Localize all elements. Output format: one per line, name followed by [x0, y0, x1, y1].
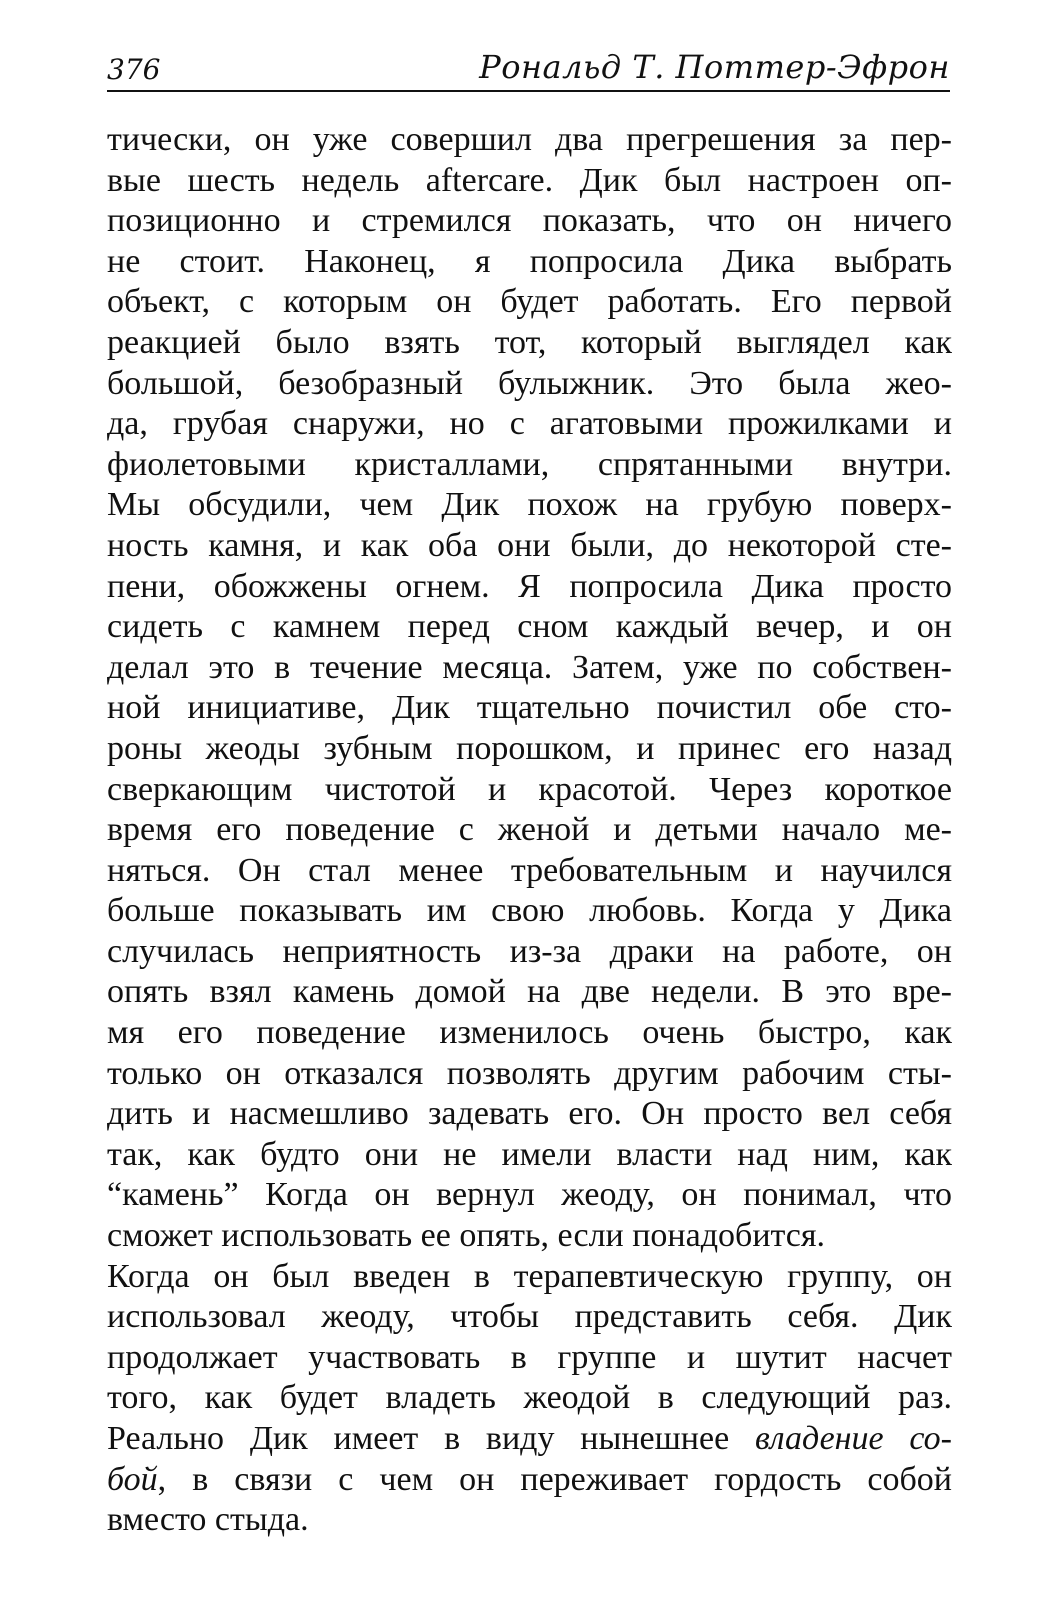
- text-line: того, как будет владеть жеодой в следующий раз.: [107, 1379, 952, 1417]
- running-title: Рональд Т. Поттер-Эфрон: [479, 48, 950, 86]
- text-line: больше показывать им свою любовь. Когда у Дика: [107, 892, 952, 930]
- text-line: реакцией было взять тот, который выглядел как: [107, 323, 952, 361]
- page-number: 376: [107, 53, 161, 86]
- text-line: сидеть с камнем перед сном каждый вечер, и он: [107, 608, 952, 646]
- text-line: мя его поведение изменилось очень быстро, как: [107, 1014, 952, 1052]
- text-line: сверкающим чистотой и красотой. Через короткое: [107, 770, 952, 808]
- text-line: ность камня, и как оба они были, до некоторой сте-: [107, 526, 952, 564]
- text-line: вместо стыда.: [107, 1501, 309, 1539]
- text-line: сможет использовать ее опять, если понадобится.: [107, 1217, 826, 1255]
- text-line: делал это в течение месяца. Затем, уже по собствен-: [107, 648, 952, 686]
- text-line: пени, обожжены огнем. Я попросила Дика просто: [107, 567, 952, 605]
- text-line: фиолетовыми кристаллами, спрятанными внутри.: [107, 445, 952, 483]
- text-run: Реально Дик имеет в виду нынешнее: [107, 1420, 755, 1457]
- text-line: вые шесть недель aftercare. Дик был настроен оп-: [107, 161, 952, 199]
- text-line: только он отказался позволять другим рабочим сты-: [107, 1054, 952, 1092]
- text-line: так, как будто они не имели власти над ним, как: [107, 1135, 952, 1173]
- italic-phrase: владение со-: [754, 1420, 952, 1457]
- text-line: использовал жеоду, чтобы представить себя. Дик: [107, 1298, 952, 1336]
- text-line: роны жеоды зубным порошком, и принес его назад: [107, 729, 952, 767]
- text-line: продолжает участвовать в группе и шутит насчет: [107, 1338, 952, 1376]
- body-text: [107, 120, 952, 1541]
- text-line: ной инициативе, Дик тщательно почистил обе сто-: [107, 689, 952, 727]
- text-line: Когда он был введен в терапевтическую группу, он: [107, 1257, 952, 1295]
- text-line: время его поведение с женой и детьми начало ме-: [107, 811, 952, 849]
- text-line: няться. Он стал менее требовательным и научился: [107, 851, 952, 889]
- text-line: Мы обсудили, чем Дик похож на грубую поверх-: [107, 486, 952, 524]
- text-line: тически, он уже совершил два прегрешения за пер-: [107, 121, 952, 158]
- running-head: [107, 48, 950, 92]
- text-line: “камень” Когда он вернул жеоду, он понимал, что: [107, 1176, 952, 1214]
- text-line: дить и насмешливо задевать его. Он просто вел себя: [107, 1095, 952, 1133]
- text-line: случилась неприятность из-за драки на работе, он: [107, 932, 952, 970]
- text-line: объект, с которым он будет работать. Его первой: [107, 283, 952, 321]
- text-run: , в связи с чем он переживает гордость собой: [157, 1460, 952, 1498]
- text-line: не стоит. Наконец, я попросила Дика выбрать: [107, 242, 952, 280]
- text-line-mixed: [107, 1460, 952, 1501]
- text-line: да, грубая снаружи, но с агатовыми прожилками и: [107, 405, 952, 443]
- text-line-mixed: [107, 1419, 952, 1460]
- text-line: позиционно и стремился показать, что он ничего: [107, 202, 952, 240]
- text-line: большой, безобразный булыжник. Это была жео-: [107, 364, 952, 402]
- italic-phrase: бой: [107, 1460, 158, 1498]
- text-line: опять взял камень домой на две недели. В это вре-: [107, 973, 952, 1011]
